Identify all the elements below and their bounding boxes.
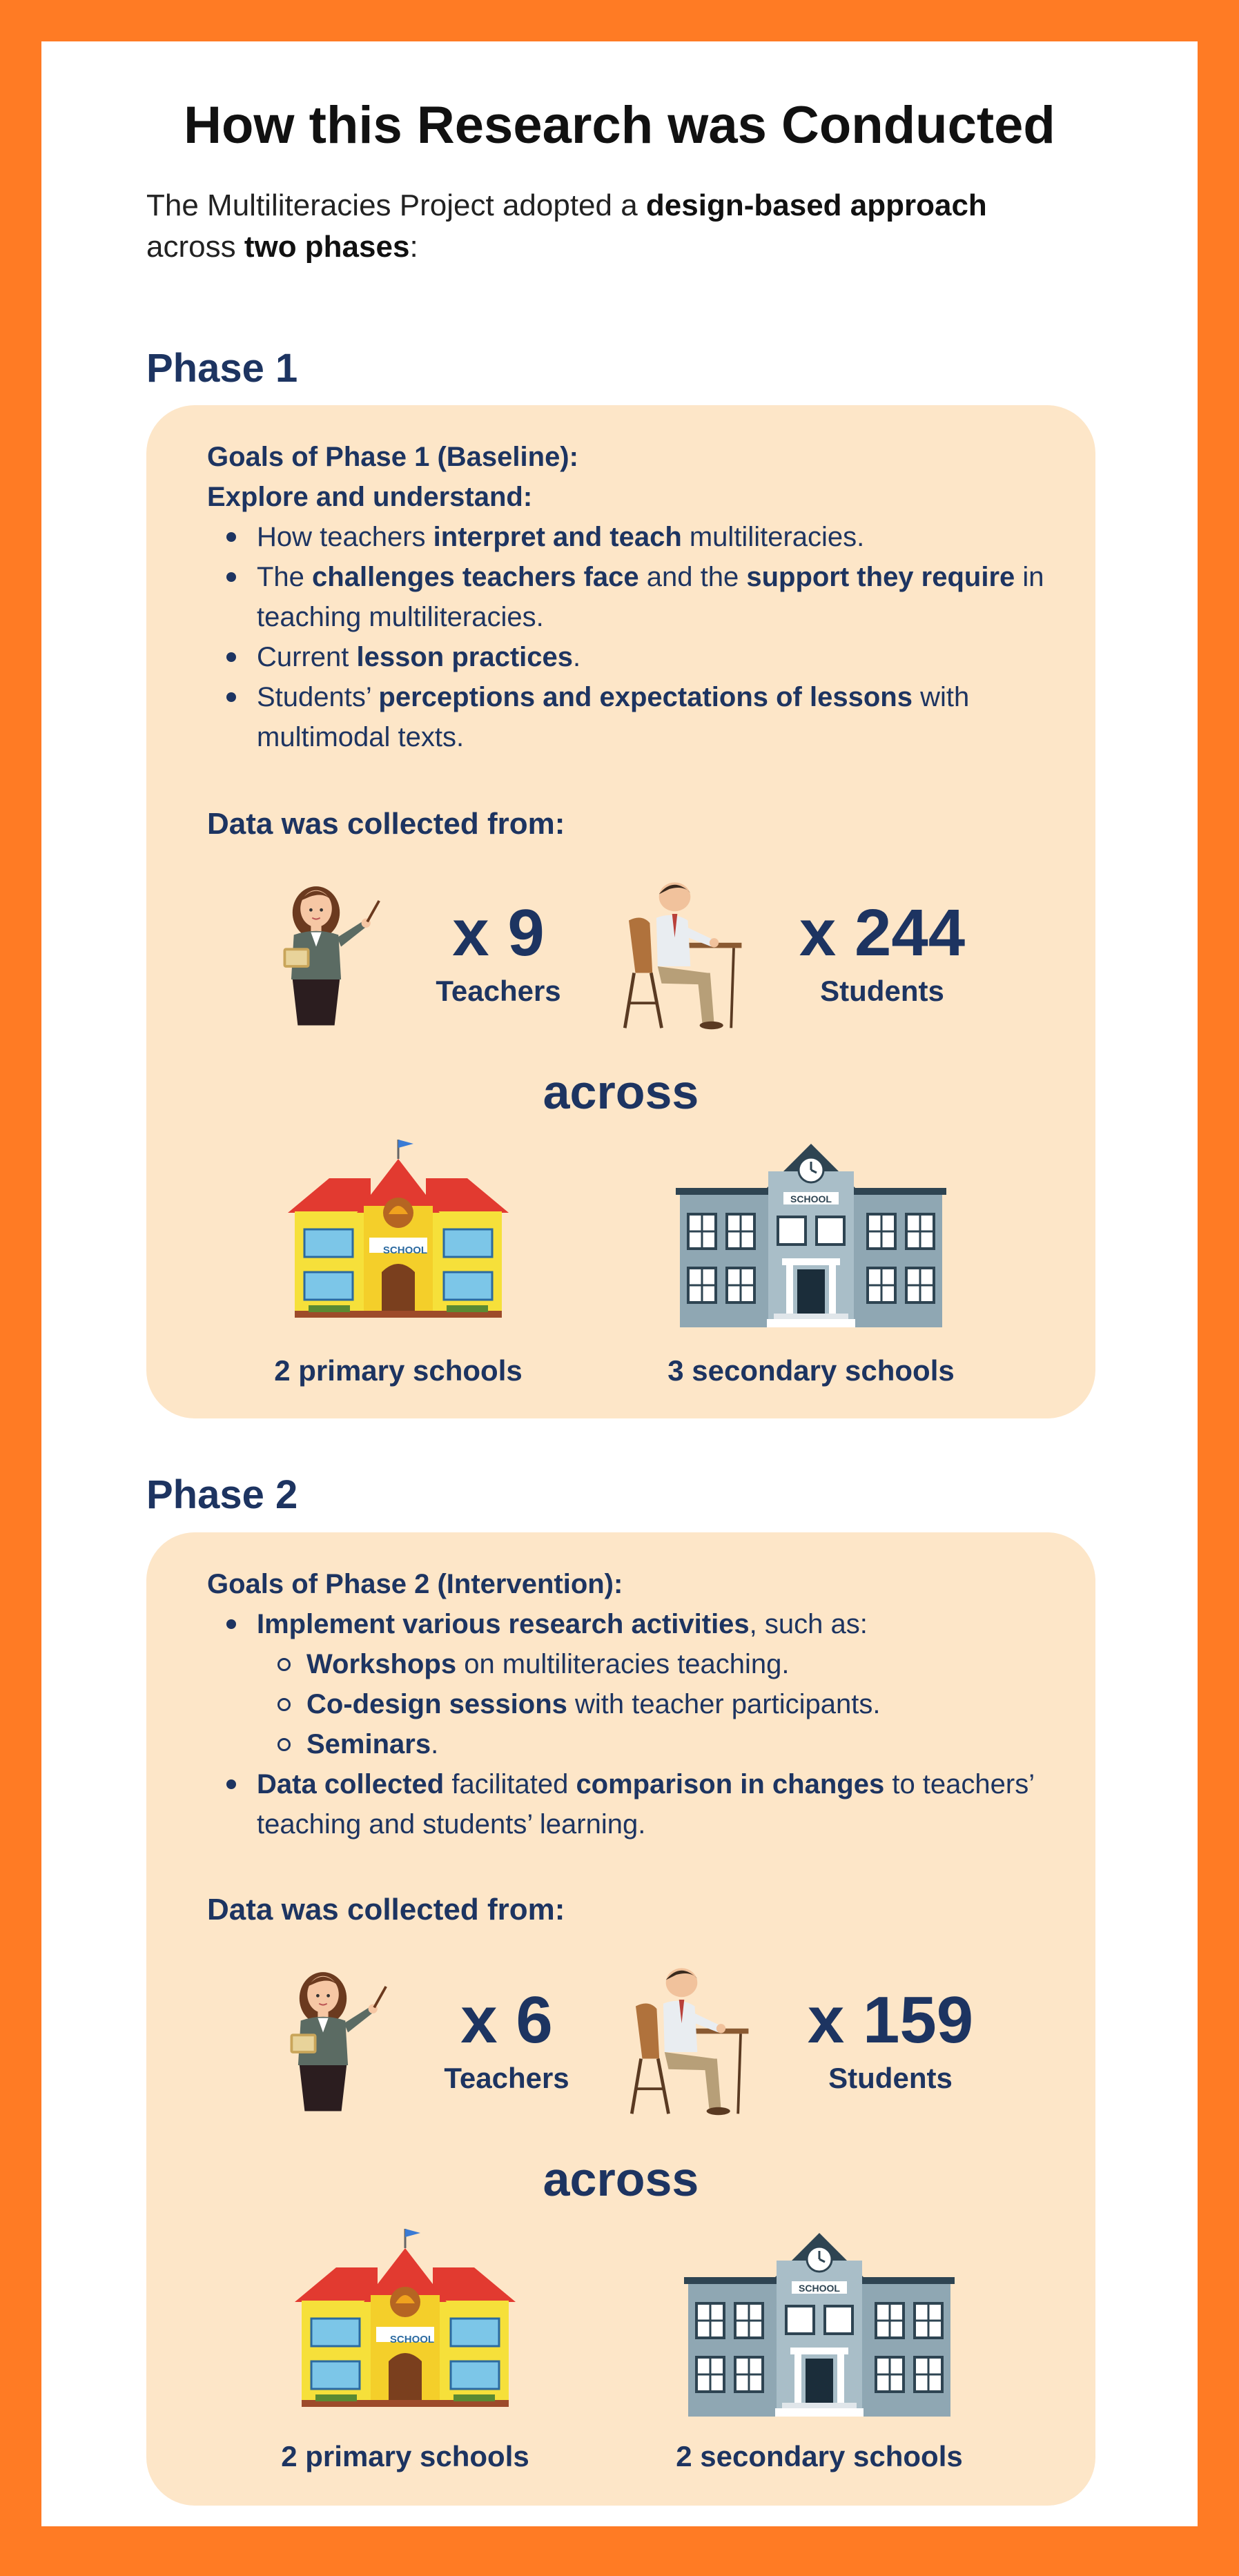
phase-1-secondary-label: 3 secondary schools	[667, 1354, 955, 1387]
list-item: Workshops on multiliteracies teaching.	[306, 1644, 1071, 1684]
teacher-illustration	[264, 875, 395, 1032]
list-item: Co-design sessions with teacher participants.	[306, 1684, 1071, 1724]
phase-1-goals-list	[207, 517, 1071, 757]
phase-1-heading: Phase 1	[146, 346, 298, 391]
list-item: Implement various research activities, such as: Workshops on multiliteracies teaching. Co-design sessions with teacher participants. Seminars.	[257, 1604, 1071, 1764]
phase-2-secondary-label: 2 secondary schools	[676, 2440, 963, 2472]
phase-2-teachers-count: x 6	[460, 1983, 553, 2057]
list-item: How teachers interpret and teach multiliteracies.	[257, 517, 1071, 557]
primary-school-illustration	[288, 2226, 523, 2419]
primary-school-illustration	[281, 1137, 516, 1330]
phase-2-students-label: Students	[828, 2062, 953, 2094]
phase-1-collected-heading: Data was collected from:	[207, 807, 565, 841]
phase-1-goals-heading: Goals of Phase 1 (Baseline):	[207, 442, 578, 472]
intro-paragraph: The Multiliteracies Project adopted a design-based approach across two phases:	[146, 188, 987, 264]
student-illustration	[616, 875, 747, 1032]
phase-2-primary-label: 2 primary schools	[281, 2440, 529, 2472]
phase-1-goals-subheading: Explore and understand:	[207, 482, 533, 512]
phase-1-teachers-count: x 9	[452, 896, 545, 970]
phase-2-heading: Phase 2	[146, 1472, 298, 1517]
list-item: The challenges teachers face and the support they require in teaching multiliteracies.	[257, 557, 1071, 637]
phase-2-sub-list	[257, 1644, 1071, 1764]
phase-2-goals-heading: Goals of Phase 2 (Intervention):	[207, 1569, 623, 1599]
phase-2-students-count: x 159	[807, 1983, 974, 2057]
list-item: Current lesson practices.	[257, 637, 1071, 677]
school-sign: SCHOOL	[790, 1193, 832, 1204]
school-sign: SCHOOL	[382, 1245, 428, 1256]
student-illustration	[623, 1960, 754, 2118]
phase-1-across: across	[543, 1065, 699, 1119]
phase-1-students-count: x 244	[799, 896, 966, 970]
infographic-sheet	[41, 41, 1198, 2526]
phase-1-teachers-label: Teachers	[436, 975, 561, 1007]
school-sign: SCHOOL	[389, 2334, 435, 2345]
list-item: Seminars.	[306, 1724, 1071, 1764]
phase-2-card	[146, 1532, 1095, 2506]
school-sign: SCHOOL	[799, 2283, 840, 2294]
phase-2-teachers-label: Teachers	[444, 2062, 569, 2094]
secondary-school-illustration	[673, 1123, 949, 1330]
secondary-school-illustration	[681, 2212, 957, 2419]
list-item: Students’ perceptions and expectations of lessons with multimodal texts.	[257, 677, 1071, 757]
phase-2-goals-list	[207, 1604, 1071, 1844]
teacher-illustration	[271, 1960, 402, 2118]
phase-2-collected-heading: Data was collected from:	[207, 1893, 565, 1926]
phase-1-card	[146, 405, 1095, 1418]
phase-2-across: across	[543, 2152, 699, 2206]
list-item: Data collected facilitated comparison in changes to teachers’ teaching and students’ learning.	[257, 1764, 1071, 1844]
phase-1-primary-label: 2 primary schools	[274, 1354, 523, 1387]
phase-1-students-label: Students	[820, 975, 944, 1007]
page-title: How this Research was Conducted	[184, 96, 1055, 155]
